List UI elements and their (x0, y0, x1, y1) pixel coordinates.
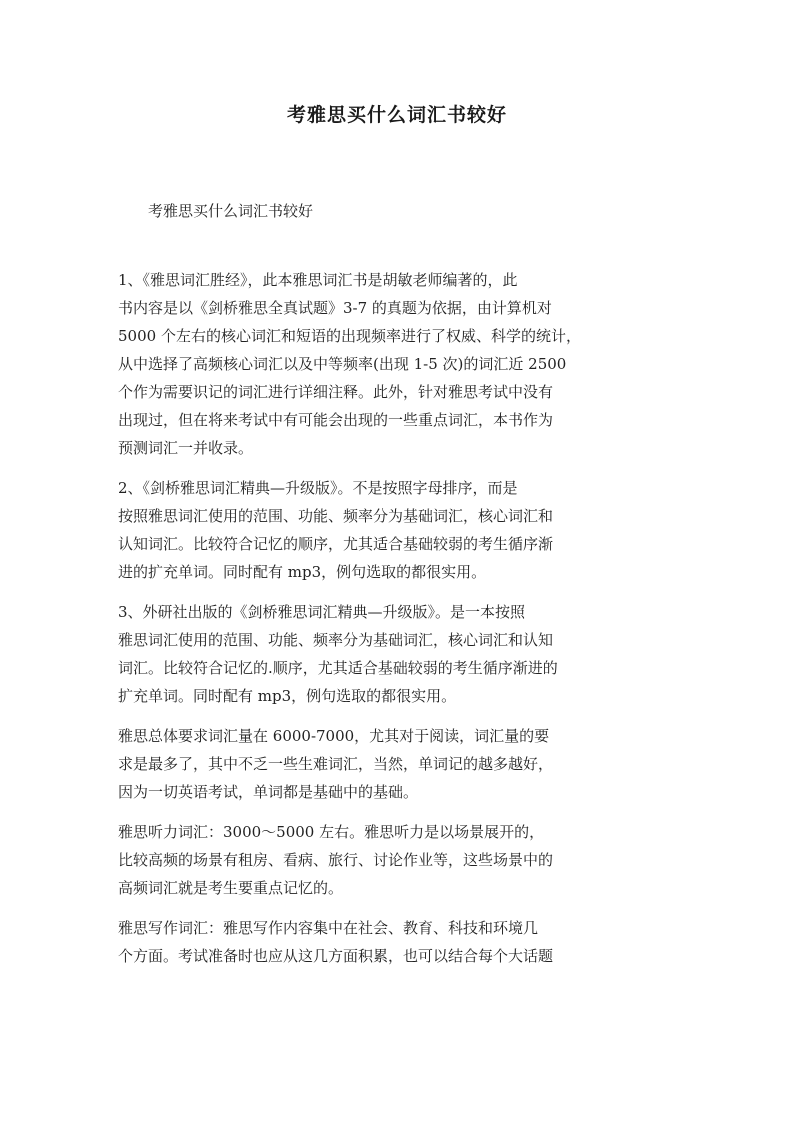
text-line: 比较高频的场景有租房、看病、旅行、讨论作业等，这些场景中的 (118, 851, 554, 869)
paragraph-4 (118, 722, 690, 806)
text-line: 因为一切英语考试，单词都是基础中的基础。 (118, 783, 419, 801)
text-line: 预测词汇一并收录。 (118, 439, 254, 457)
paragraph-6 (118, 914, 690, 970)
text-line: 按照雅思词汇使用的范围、功能、频率分为基础词汇，核心词汇和 (118, 507, 554, 525)
text-line: 雅思总体要求词汇量在 6000-7000，尤其对于阅读，词汇量的要 (118, 727, 550, 745)
text-line: 求是最多了，其中不乏一些生难词汇，当然，单词记的越多越好， (118, 755, 554, 773)
paragraph-2 (118, 474, 690, 586)
text-line: 3、外研社出版的《剑桥雅思词汇精典—升级版》。是一本按照 (118, 603, 526, 621)
paragraph-5 (118, 818, 690, 902)
paragraph-3 (118, 598, 690, 710)
text-line: 扩充单词。同时配有 mp3，例句选取的都很实用。 (118, 687, 457, 705)
document-title: 考雅思买什么词汇书较好 (286, 104, 507, 126)
text-line: 个作为需要识记的词汇进行详细注释。此外，针对雅思考试中没有 (118, 383, 554, 401)
text-line: 雅思写作词汇：雅思写作内容集中在社会、教育、科技和环境几 (118, 919, 539, 937)
text-line: 2、《剑桥雅思词汇精典—升级版》。不是按照字母排序，而是 (118, 479, 518, 497)
document-subtitle: 考雅思买什么词汇书较好 (148, 202, 314, 220)
text-line: 个方面。考试准备时也应从这几方面积累，也可以结合每个大话题 (118, 947, 554, 965)
text-line: 从中选择了高频核心词汇以及中等频率(出现 1-5 次)的词汇近 2500 (118, 355, 567, 373)
text-line: 出现过，但在将来考试中有可能会出现的一些重点词汇，本书作为 (118, 411, 554, 429)
text-line: 认知词汇。比较符合记忆的顺序，尤其适合基础较弱的考生循序渐 (118, 535, 554, 553)
text-line: 书内容是以《剑桥雅思全真试题》3-7 的真题为依据，由计算机对 (118, 299, 552, 317)
text-line: 雅思听力词汇：3000～5000 左右。雅思听力是以场景展开的， (118, 823, 545, 841)
text-line: 1、《雅思词汇胜经》，此本雅思词汇书是胡敏老师编著的，此 (118, 271, 518, 289)
text-line: 5000 个左右的核心词汇和短语的出现频率进行了权威、科学的统计， (118, 327, 581, 345)
text-line: 雅思词汇使用的范围、功能、频率分为基础词汇，核心词汇和认知 (118, 631, 554, 649)
text-line: 进的扩充单词。同时配有 mp3，例句选取的都很实用。 (118, 563, 487, 581)
text-line: 高频词汇就是考生要重点记忆的。 (118, 879, 344, 897)
document-body (118, 266, 690, 982)
paragraph-1 (118, 266, 690, 462)
text-line: 词汇。比较符合记忆的.顺序，尤其适合基础较弱的考生循序渐进的 (118, 659, 558, 677)
